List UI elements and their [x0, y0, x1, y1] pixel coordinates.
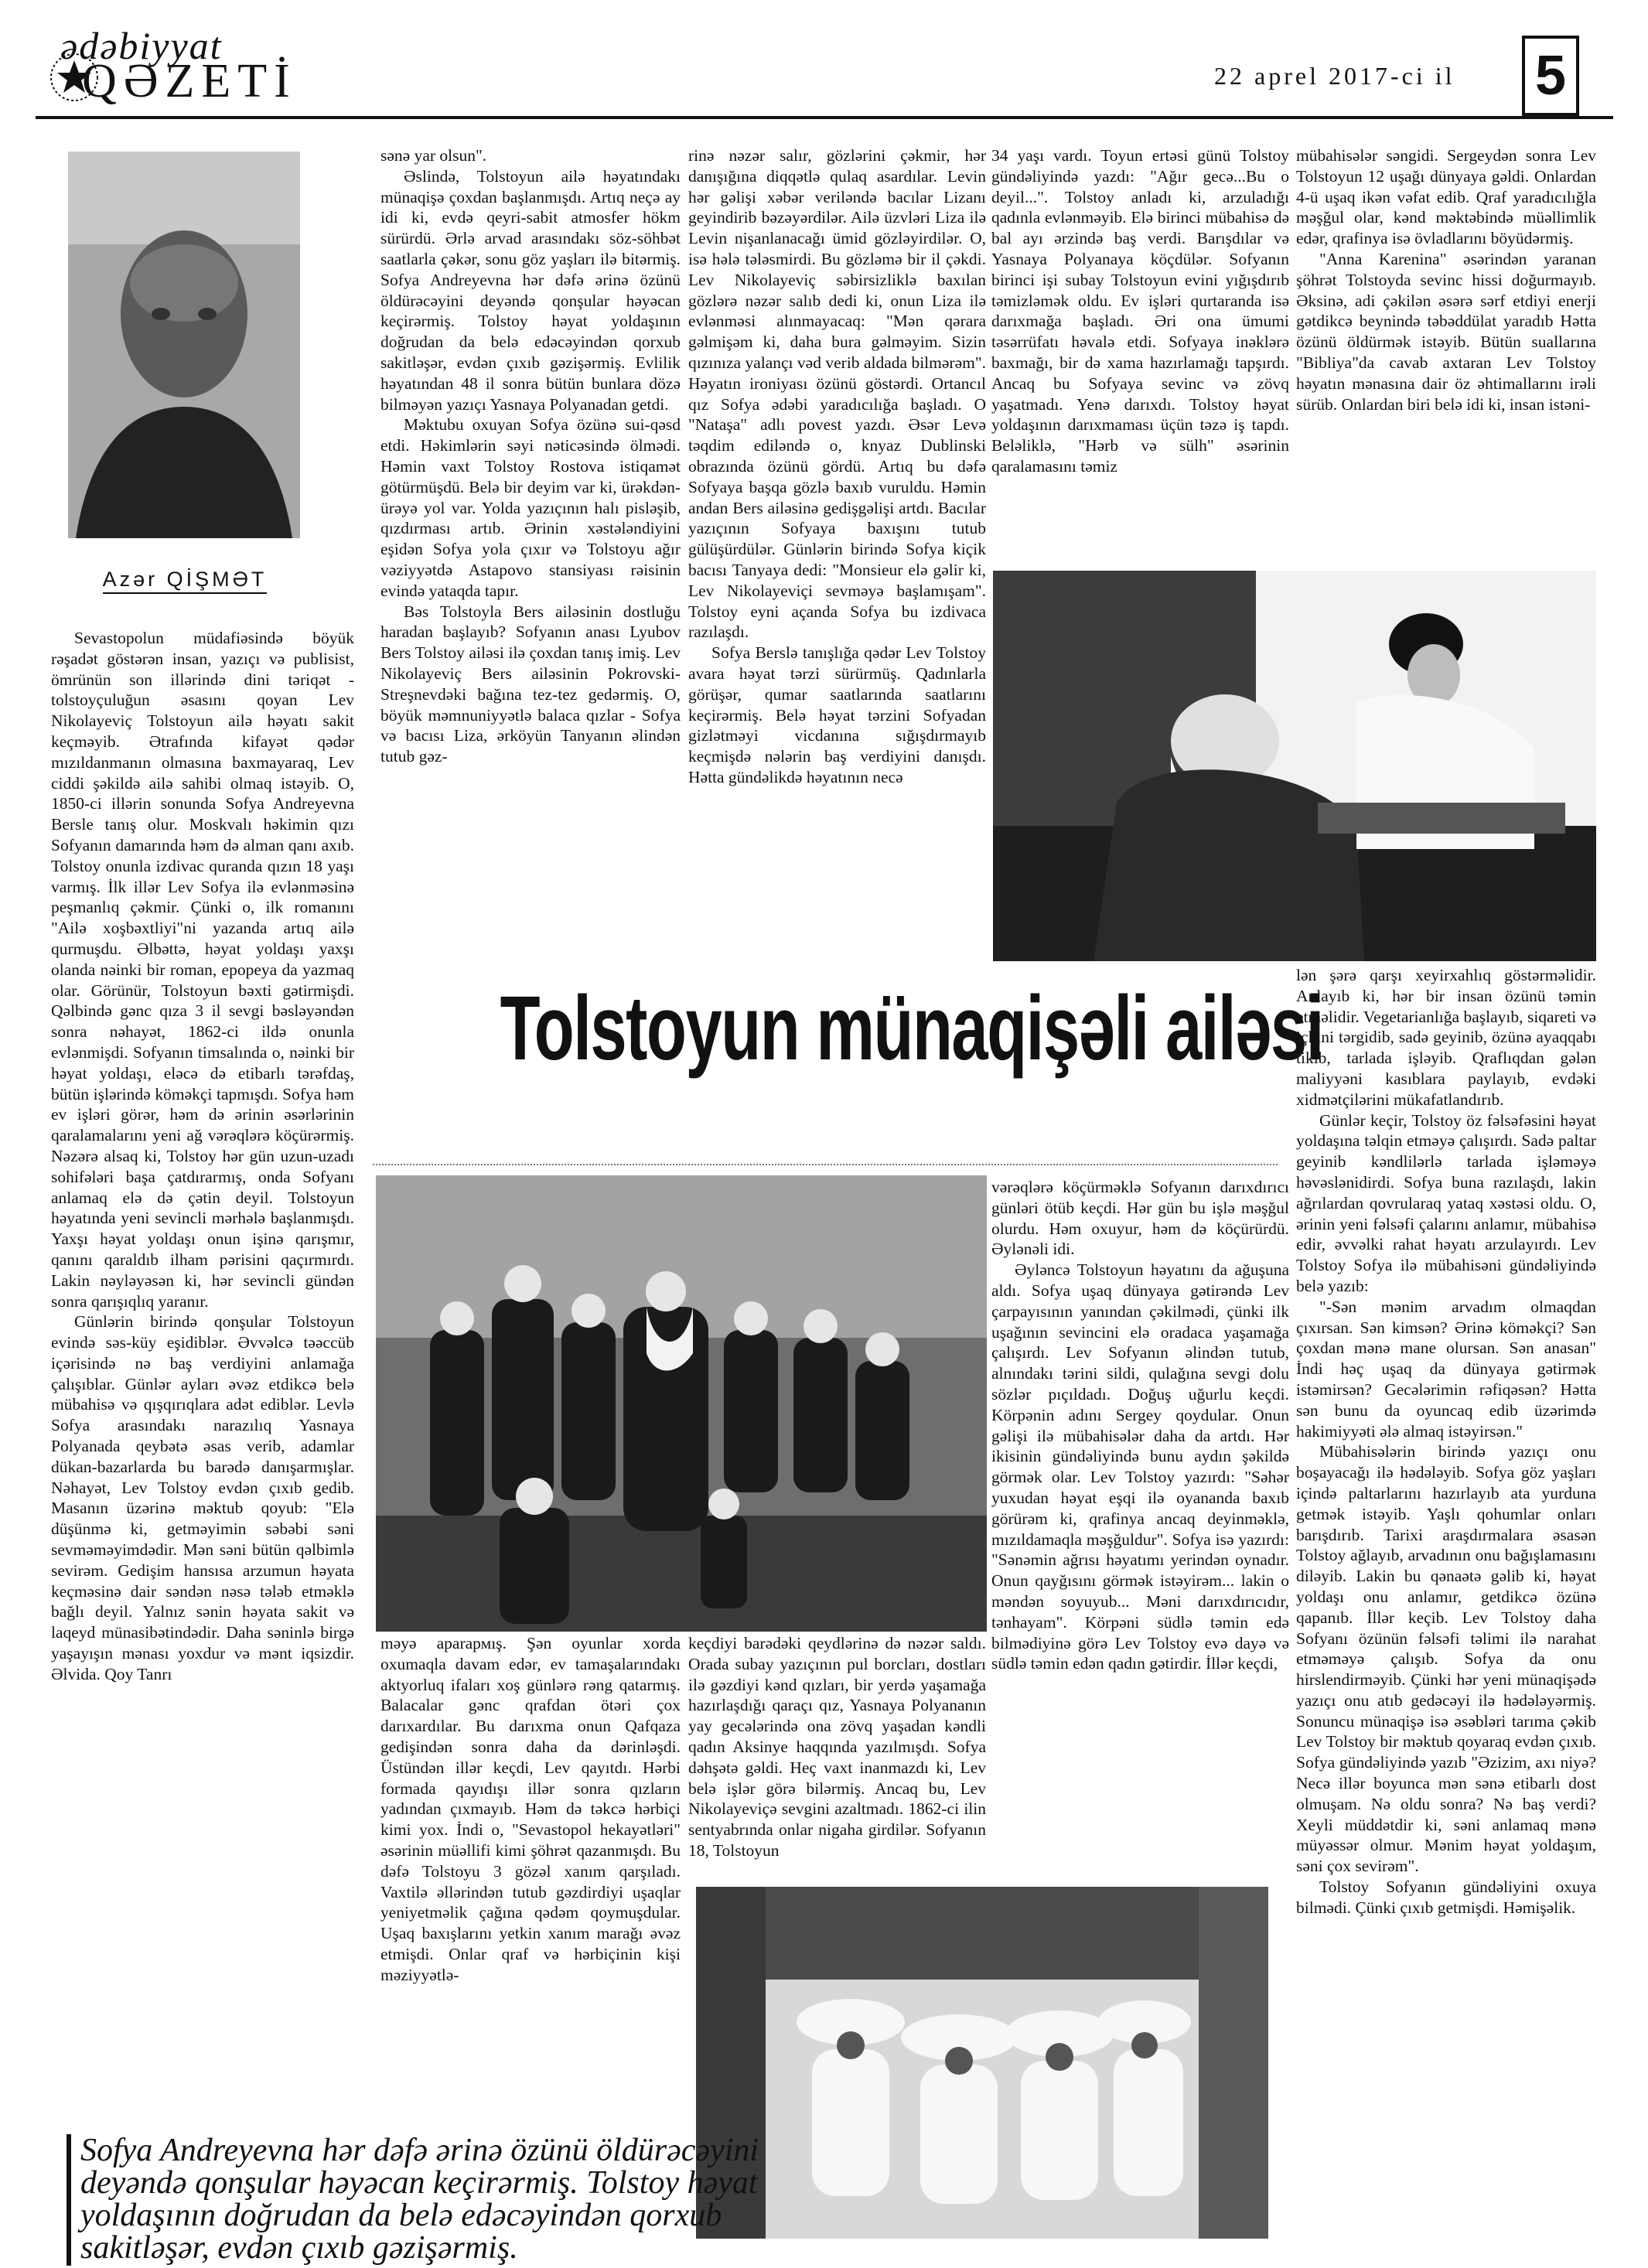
- paragraph: Mübahisələrin birində yazıçı onu boşayacağı ilə hədələyib. Sofya göz yaşları içində paltarlarını hazırlayıb ata yurduna getmək istəyib. Yaşlı qohumlar onları barışdırıb. Tarixi araşdırmalara əsasən Tolstoy ağlayıb, arvadının onu bağışlamasını diləyib. Lakin bu qənaətə gəlib ki, həyat yoldaşı onu anlamır, getdikcə özünə qapanıb. İllər keçib. Lev Tolstoy daha Sofyanı özünün fəlsəfi təlimi ilə narahat etməməyə çalışıb. Sofya da onu hirslendirməyib. Çünki hər yeni münaqişədə yazıçı onu atıb gedəcəyi ilə hədələyərmiş. Sonuncu münaqişə isə əsəbləri tarıma çəkib Lev Tolstoy bir məktub qoyaraq evdən çıxıb. Sofya gündəliyində yazıb "Əzizim, axı niyə? Necə illər boyunca mən sənə etibarlı dost olmuşam. Nə oldu sonra? Nə baş verdi? Xeyli müddətdir ki, səni anlamaq mənə müyəssər olmur. Mənim həyat yoldaşım, səni çox sevirəm".: [1296, 1442, 1596, 1876]
- headline-divider: [373, 1164, 1278, 1165]
- pull-quote-bar: [67, 2134, 71, 2266]
- children-photo: [696, 1887, 1268, 2239]
- text-column-1: [51, 628, 354, 1949]
- text-column-4-top: [991, 145, 1289, 578]
- text-column-5-bottom: [1296, 965, 1596, 1970]
- paragraph: "-Sən mənim arvadım olmaqdan çıxırsan. Sən kimsən? Ərinə köməkçi? Sən çoxdan mənə mane olursan. Sən anasan" İndi həç uşaq da dünyaya gətirmək istəmirsən? Gecələrimin rəfiqəsən? Hətta sən bunu da oyuncaq edib üzərimdə hakimiyyəti ələ almaq istəyirsən.": [1296, 1297, 1596, 1441]
- tolstoy-photo: [993, 571, 1596, 961]
- author-name: Azər QİŞMƏT: [103, 568, 268, 594]
- paragraph: "Anna Karenina" əsərindən yaranan şöhrət Tolstoyda sevinc hissi doğurmayıb. Əksinə, adi çəkilən əsərə sərf etdiyi enerji gətdikcə beynində təbəddülat yaradıb Hətta özünü öldürmək istəyib. Bütün suallarına "Bibliya"da cavab axtaran Lev Tolstoy həyatın mənasına dair öz əhtimallarını irəli sürüb. Onlardan biri belə idi ki, insan istəni-: [1296, 249, 1596, 414]
- family-photo: [376, 1175, 987, 1632]
- author-photo: [68, 152, 300, 538]
- paragraph: Əyləncə Tolstoyun həyatını da ağuşuna aldı. Sofya uşaq dünyaya gətirəndə Lev çarpayısının yanından çəkilmədi, çünki ilk uşağının sevincini elə oradaca yaşamağa çalışırdı. Lev Sofyanın əlindən tutub, alnındakı tərini sildi, qulağına sevgi dolu sözlər pıçıldadı. Doğuş uğurlu keçdi. Körpənin adını Sergey qoydular. Onun gəlişi ilə mübahisələr daha da artdı. Hər ikisinin gündəliyində bunu aydın şəkildə görmək olar. Lev Tolstoy yazırdı: "Səhər yuxudan həyat eşqi ilə oyananda baxıb görürəm ki, qrafinya ancaq deyinməklə, mızıldamaqla məşğuldur". Sofya isə yazırdı: "Sənəmin ağrısı həyatımı yerindən oynadır. Onun qayğısını görmək istəyirəm... lakin o məndən soyuyub... Məni darıxdırıcıdır, tənhayam". Körpəni südlə təmin edə bilmədiyinə görə Lev Tolstoy evə dayə və südlə təmin edən qadın gətirdir. İllər keçdi,: [991, 1260, 1289, 1673]
- logo-top-word: ədəbiyyat: [60, 24, 223, 67]
- paragraph: Bəs Tolstoyla Bers ailəsinin dostluğu haradan başlayıb? Sofyanın anası Lyubov Bers Tolstoy ailəsi ilə çoxdan tanış imiş. Lev Nikolayeviç Bers ailəsinin Pokrovski-Streşnevdəki bağına tez-tez gedərmiş. O, böyük məmnuniyyətlə balaca qızlar - Sofya və bacısı Liza, ərköyün Tanyanın əlindən tutub gəz-: [380, 602, 681, 766]
- paragraph: Günlər keçir, Tolstoy öz fəlsəfəsini həyat yoldaşına təlqin etməyə çalışırdı. Sadə paltar geyinib kəndlilərlə tarlada işləməyə həvəslənidirdi. Sofya buna razılaşdı, lakin ağrılardan qovrularaq yataq xəstəsi oldu. O, ərinin yeni fəlsəfi çalarını anlamır, mübahisə edir, əvvəlki rahat həyatı arzulayırdı. Lev Tolstoy Sofya ilə mübahisəni gündəliyində belə yazıb:: [1296, 1110, 1596, 1295]
- author-byline: [0, 568, 370, 592]
- paragraph: Tolstoy Sofyanın gündəliyini oxuya bilmədi. Çünki çıxıb getmişdi. Həmişəlik.: [1296, 1877, 1596, 1917]
- paragraph: Məktubu oxuyan Sofya özünə sui-qəsd etdi. Həkimlərin səyi nəticəsində ölmədi. Həmin vaxt Tolstoy Rostova istiqamət götürmüşdü. Belə bir deyim var ki, ürəkdən-ürəyə yol var. Yolda yazıçının halı pisləşib, qızdırması artıb. Ərinin xəstələndiyini eşidən Sofya yola çıxır və Tolstoyu ağır vəziyyətdə Astapovo stansiyası rəisinin evində yataqda tapır.: [380, 415, 681, 600]
- paragraph: Sofya Berslə tanışlığa qədər Lev Tolstoy avara həyat tərzi sürürmüş. Qadınlarla görüşər, qumar saatlarında saatlarını keçirərmiş. Belə həyat tərzini Sofyadan gizlətməyi vicdanına sığışdırmayıb keçmişdə nələrin baş verdiyini danışdı. Hətta gündəlikdə həyatının necə: [688, 643, 986, 786]
- paragraph: keçdiyi barədəki qeydlərinə də nəzər saldı. Orada subay yazıçının pul borcları, dostları ilə gəzdiyi kənd qızları, bir yerdə yaşamağa hazırlaşdığı qaraçı qız, Yasnaya Polyananın yay gecələrində ona zövq yaşadan kəndli qadın Aksinye haqqında yazılmışdı. Sofya dəhşətə gəldi. Heç vaxt inanmazdı ki, Lev belə işlər görə bilərmiş. Ancaq bu, Lev Nikolayeviçə sevgini azaltmadı. 1862-ci ilin sentyabrında onlar nigaha girdilər. Sofyanın 18, Tolstoyun: [688, 1634, 986, 1860]
- paragraph: vərəqlərə köçürməklə Sofyanın darıxdırıcı günləri ötüb keçdi. Hər gün bu işlə məşğul olurdu. Həm oxuyur, həm də köçürürdü. Əylənəli idi.: [991, 1178, 1289, 1259]
- paragraph: 34 yaşı vardı. Toyun ertəsi günü Tolstoy gündəliyində yazdı: "Ağır gecə...Bu o deyil...". Tolstoy anladı ki, arzuladığı qadınla evlənməyib. Elə birinci mübahisə də bal ayı ərzində baş verdi. Barışdılar və Yasnaya Polyanaya köçdülər. Sofyanın birinci işi subay Tolstoyun evini yığışdırıb təmizləmək oldu. Ev işləri qurtaranda isə darıxmağa başladı. Əri ona ümumi təsərrüfatı həvalə etdi. Sofyaya inəklərə baxmağı, bir də xama hazırlamağı tapşırdı. Ancaq bu Sofyaya sevinc və zövq yaşatmadı. Yenə darıxdı. Tolstoy həyat yoldaşının darıxmaması üçün təzə iş tapdı. Beləliklə, "Hərb və sülh" əsərinin qaralamasını təmiz: [991, 146, 1289, 476]
- text-column-2-top: [380, 145, 681, 974]
- paragraph: məyə aparармış. Şən oyunlar xorda oxumaqla davam edər, ev tamaşalarındakı aktyorluq ifaları xoş günlərə rəng qatarmış. Balacalar gənc qrafdan ötəri çox darıxardılar. Bu darıxma onun Qafqaza gedişindən sonra daha da dərinləşdi. Üstündən illər keçdi, Lev qayıtdı. Hərbi formada qayıdışı illər sonra qızların yadından çıxmayıb. Həm də təkcə hərbiçi kimi yox. İndi o, "Sevastopol hekayətləri" əsərinin müəllifi kimi şöhrət qazanmışdı. Bu dəfə Tolstoyu 3 gözəl xanım qarşıladı. Vaxtilə əllərindən tutub gəzdirdiyi uşaqlar yeniyetməlik çağına qədəm qoymuşdular. Uşaq baxışlarını yetkin xanım marağı əvəz etmişdi. Onlar qraf və hərbiçinin kişi məziyyətlə-: [380, 1634, 681, 1984]
- paragraph: sənə yar olsun".: [380, 146, 487, 165]
- article-headline: Tolstoyun münaqişəli ailəsi: [500, 977, 1323, 1079]
- header-rule: [36, 116, 1613, 119]
- text-column-5-top: [1296, 145, 1596, 578]
- paragraph: Əslində, Tolstoyun ailə həyatındakı münaqişə çoxdan başlanmışdı. Artıq neçə ay idi ki, evdə qeyri-sabit atmosfer hökm sürürdü. Ərlə arvad arasındakı söz-söhbət saatlarla çəkər, sonu göz yaşları ilə bitərmiş. Sofya Andreyevna hər dəfə ərinə özünü öldürəcəyini deyəndə qonşular həyəcan keçirərmiş. Tolstoy həyat yoldaşının doğrudan da belə edəcəyindən qorxub sakitləşər, evdən çıxıb gəzişərmiş. Evlilik həyatından 48 il sonra bütün bunlara dözə bilməyən yazıçı Yasnaya Polyanadan getdi.: [380, 166, 681, 414]
- pull-quote: Sofya Andreyevna hər dəfə ərinə özünü öldürəcəyini deyəndə qonşular həyəcan keçirərmiş. Tolstoy həyat yoldaşının doğrudan da belə edəcəyindən qorxub sakitləşər, evdən çıxıb gəzişərmiş.: [80, 2133, 759, 2266]
- page-number: 5: [1522, 36, 1579, 116]
- text-column-3-bottom: [688, 1633, 986, 1873]
- logo-bottom-word: QƏZETİ: [82, 55, 297, 107]
- paragraph: rinə nəzər salır, gözlərini çəkmir, hər danışığına diqqətlə qulaq asardılar. Levin hər gəlişi xəbər veriləndə bacılar Lizanı geyindirib bəzəyərdilər. Ailə üzvləri Liza ilə Levin nişanlanacağı ümid gözləyirdilər. O, isə hələ tələsmirdi. Bu gözləmə bir il çəkdi. Lev Nikolayeviç səbirsizliklə baxılan gözlərə nəzər salıb dedi ki, onun Liza ilə evlənməsi alınmayacaq: "Mən qərara gəlmişəm ki, daha bura gəlməyim. Sizin qızınıza yalançı vəd verib aldada bilmərəm". Həyatın ironiyası özünü göstərdi. Ortancıl qız Sofya ədəbi yaradıcılığa başladı. O "Nataşa" adlı povest yazdı. Əsər Levə təqdim ediləndə o, knyaz Dublinski obrazında özünü gördü. Artıq bu dəfə Sofyaya başqa gözlə baxıb vuruldu. Həmin andan Bers ailəsinə gedişgəlişi artdı. Bacılar yazıçının Sofyaya baxışını tutub gülüşürdülər. Günlərin birində Sofya kiçik bacısı Tanyaya dedi: "Monsieur elə gəlir ki, Lev Nikolayeviçi sevməyə başlamışam". Tolstoy eyni açanda Sofya bu izdivaca razılaşdı.: [688, 146, 986, 642]
- text-column-4-bottom: [991, 1177, 1289, 1873]
- paragraph: lən şərə qarşı xeyirxahlıq göstərməlidir. Anlayıb ki, hər bir insan özünü təmin etməlidir. Vegetarianlığa başlayıb, siqareti və içkini tərgidib, sadə geyinib, özünə ayaqqabı tikib, tarlada işləyib. Qraflıqdan gələn maliyyəni kasıblara paylayıb, evdəki xidmətçilərini mükafatlandırıb.: [1296, 966, 1596, 1109]
- issue-date: 22 aprel 2017-ci il: [1214, 62, 1455, 90]
- paragraph: Günlərin birində qonşular Tolstoyun evində səs-küy eşidiblər. Əvvəlcə təəccüb içərisində nə baş verdiyini anlamağa çalışıblar. Günlər ayları əvəz etdikcə belə mübahisə və qışqırıqlara adət ediblər. Levlə Sofya arasındakı narazılıq Yasnaya Polyanada qeybətə əsas verib, adamlar dükan-bazarlarda bu barədə danışarmışlar. Nəhayət, Lev Tolstoy evdən çıxıb gedib. Masanın üzərinə məktub qoyub: "Elə düşünmə ki, getməyimin səbəbi səni sevməməyimdədir. Mən səni bütün qəlbimlə sevirəm. Gedişim hansısa arzumun həyata keçməsinə dair səndən nəsə tələb etməklə bağlı deyil. Yalnız sənin həyata sakit və laqeyd münasibətindədir. Daha səninlə birgə yaşayışın mənası yoxdur və mənt iqsizdir. Əlvida. Qoy Tanrı: [51, 1312, 354, 1683]
- text-column-3-top: [688, 145, 986, 974]
- paragraph: Sevastopolun müdafiəsində böyük rəşadət göstərən insan, yazıçı və publisist, ömrünün son illərində dini təriqət - tolstoyçuluğun əsasını qoyan Lev Nikolayeviç Tolstoyun ailə həyatı sakit keçməyib. Ətrafında kifayət qədər mızıldanmanın olmasına baxmayaraq, Lev ciddi şəkildə ailə sahibi olmaq istəyib. O, 1850-ci illərin sonunda Sofya Andreyevna Bersle tanış olur. Moskvalı həkimin qızı Sofyanın damarında həm də alman qanı axıb. Tolstoy onunla izdivac qurandа qızın 18 yaşı varmış. İlk illər Lev Sofya ilə evlənməsinə peşmanlıq çəkmir. Çünki o, ilk romanını "Ailə xoşbəxtliyi"ni yazanda artıq ailə qurmuşdu. Əlbəttə, həyat yoldaşı yaxşı olanda nəinki bir roman, epopeya da yazmaq olar. Görünür, Tolstoyun bəxti gətirmişdi. Qəlbində gənc qıza 3 il sevgi bəsləyəndən sonra nəhayət, 1862-ci ildə onunla evlənmişdi. Sofyanın timsalında o, nəinki bir həyat yoldaşı, eləcə də etibarlı tərəfdaş, bütün işlərində köməkçi tapmışdı. Sofya həm ev işləri görər, həm də ərinin əsərlərinin qaralamalarını yeni ağ vərəqlərə köçürərmiş. Nəzərə alsaq ki, Tolstoy hər gün uzun-uzadı sohifələri başa çatdırarmış, onda Sofyanı anlamaq elə də çətin deyil. Tolstoyun həyatında yeni sevincli mərhələ başlanmışdı. Yaxşı həyat yoldaşı onun işinə qarışmır, qanını qaraldıb ilham pərisini qaçırmırdı. Lakin nəyləyəsən ki, hər sevincli gündən sonra qarışıqlıq yaranır.: [51, 629, 354, 1311]
- paragraph: mübahisələr səngidi. Sergeydən sonra Lev Tolstoyun 12 uşağı dünyaya gəldi. Onlardan 4-ü uşaq ikən vəfat edib. Qraf yaradıcılığla məşğul olar, kənd məktəbində müəllimlik edər, qrafinya isə övladlarını böyüdərmiş.: [1296, 146, 1596, 248]
